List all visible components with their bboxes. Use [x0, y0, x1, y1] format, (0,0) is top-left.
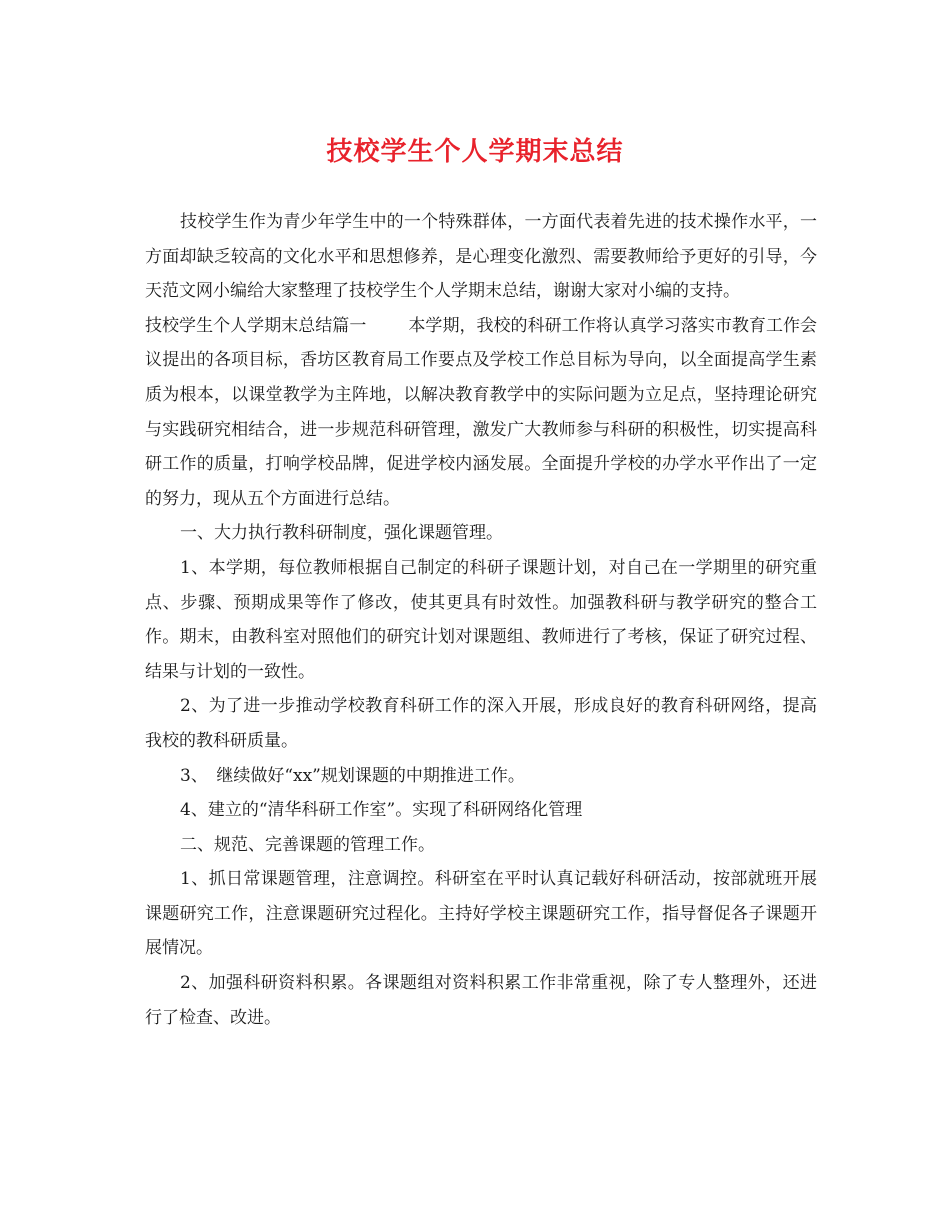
section-one-item-3: 3、 继续做好“xx”规划课题的中期推进工作。: [180, 765, 525, 786]
section-two-heading: 二、规范、完善课题的管理工作。: [180, 834, 435, 855]
intro-paragraph: 技校学生作为青少年学生中的一个特殊群体，一方面代表着先进的技术操作水平，一方面却缺乏较高的文化水平和思想修养，是心理变化激烈、需要教师给予更好的引导，今天范文网小编给大家整理了技校学生个人学期末总结，谢谢大家对小编的支持。: [145, 212, 817, 302]
part-one-heading: 技校学生个人学期末总结篇一: [145, 315, 367, 336]
section-one-item-1: 1、本学期，每位教师根据自己制定的科研子课题计划，对自己在一学期里的研究重点、步骤、预期成果等作了修改，使其更具有时效性。加强教科研与教学研究的整合工作。期末，由教科室对照他们的研究计划对课题组、教师进行了考核，保证了研究过程、结果与计划的一致性。: [145, 557, 817, 682]
section-two-item-2: 2、加强科研资料积累。各课题组对资料积累工作非常重视，除了专人整理外，还进行了检查、改进。: [145, 973, 817, 1028]
document-title: 技校学生个人学期末总结: [326, 137, 624, 167]
part-one-body: 本学期，我校的科研工作将认真学习落实市教育工作会议提出的各项目标，香坊区教育局工作要点及学校工作总目标为导向，以全面提高学生素质为根本，以课堂教学为主阵地，以解决教育教学中的实际问题为立足点，坚持理论研究与实践研究相结合，进一步规范科研管理，激发广大教师参与科研的积极性，切实提高科研工作的质量，打响学校品牌，促进学校内涵发展。全面提升学校的办学水平作出了一定的努力，现从五个方面进行总结。: [145, 315, 818, 509]
part-one-paragraph: [145, 309, 817, 517]
section-one-item-2: 2、为了进一步推动学校教育科研工作的深入开展，形成良好的教育科研网络，提高我校的教科研质量。: [145, 696, 817, 751]
section-one-item-4: 4、建立的“清华科研工作室”。实现了科研网络化管理: [180, 800, 583, 821]
document-body: [145, 205, 817, 1035]
section-two-item-1: 1、抓日常课题管理，注意调控。科研室在平时认真记载好科研活动，按部就班开展课题研究工作，注意课题研究过程化。主持好学校主课题研究工作，指导督促各子课题开展情况。: [145, 869, 817, 959]
section-one-heading: 一、大力执行教科研制度，强化课题管理。: [180, 523, 503, 544]
